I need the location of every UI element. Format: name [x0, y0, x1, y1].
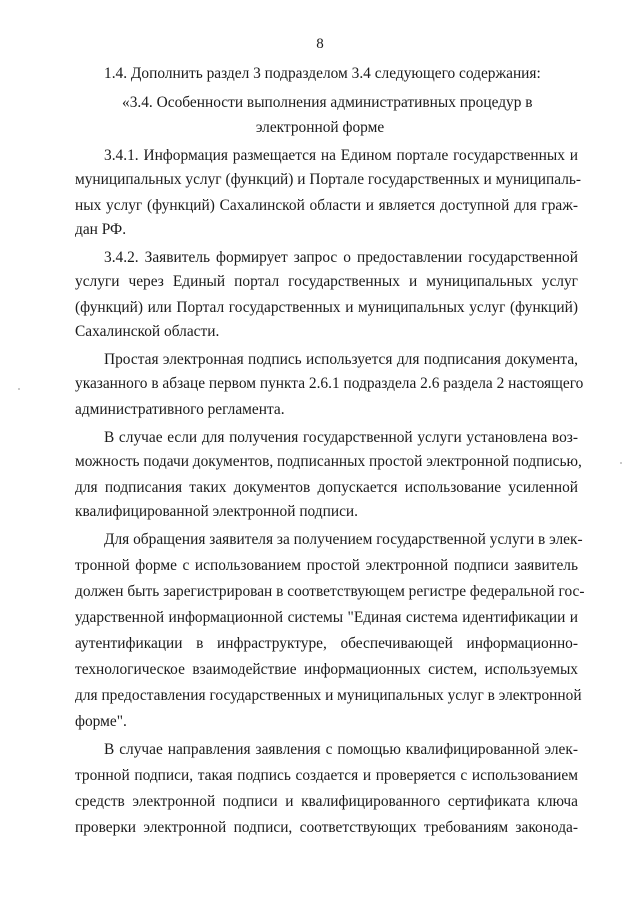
text-line: квалифицированной электронной подписи. — [75, 503, 359, 520]
text-line: форме". — [75, 713, 127, 730]
text-line: Для обращения заявителя за получением государственной услуги в элек- — [104, 531, 583, 548]
scan-speck — [18, 388, 20, 390]
text-line: услуги через Единый портал государственных и муниципальных услуг — [75, 273, 578, 290]
heading-line: «3.4. Особенности выполнения административных процедур в — [122, 94, 533, 111]
text-line: аутентификации в инфраструктуре, обеспечивающей информационно- — [75, 635, 578, 652]
text-line: проверки электронной подписи, соответствующих требованиям законода- — [75, 819, 578, 836]
text-line: 3.4.2. Заявитель формирует запрос о предоставлении государственной — [104, 249, 578, 266]
text-line: муниципальных услуг (функций) и Портале государственных и муниципаль- — [75, 171, 582, 188]
text-line: можность подачи документов, подписанных простой электронной подписью, — [75, 453, 582, 470]
text-line: тронной подписи, такая подпись создается и проверяется с использованием — [75, 767, 578, 784]
text-line: для подписания таких документов допускается использование усиленной — [75, 479, 578, 496]
text-line: административного регламента. — [75, 401, 285, 418]
text-line: 3.4.1. Информация размещается на Едином портале государственных и — [104, 147, 578, 164]
text-line: средств электронной подписи и квалифицированного сертификата ключа — [75, 793, 578, 810]
text-line: технологическое взаимодействие информационных систем, используемых — [75, 661, 578, 678]
text-line: Простая электронная подпись используется для подписания документа, — [104, 351, 578, 368]
text-line: должен быть зарегистрирован в соответствующем регистре федеральной гос- — [75, 583, 585, 600]
text-line: В случае направления заявления с помощью квалифицированной элек- — [104, 741, 578, 758]
scan-speck — [620, 462, 622, 464]
text-line: для предоставления государственных и муниципальных услуг в электронной — [75, 687, 582, 704]
page-number: 8 — [316, 36, 324, 52]
text-line: 1.4. Дополнить раздел 3 подразделом 3.4 следующего содержания: — [104, 65, 541, 82]
heading-line: электронной форме — [255, 119, 385, 136]
text-line: (функций) или Портал государственных и муниципальных услуг (функций) — [75, 299, 578, 316]
text-line: дан РФ. — [75, 221, 127, 238]
text-line: тронной форме с использованием простой электронной подписи заявитель — [75, 557, 578, 574]
text-line: ударственной информационной системы "Единая система идентификации и — [75, 609, 578, 626]
text-line: В случае если для получения государственной услуги установлена воз- — [104, 429, 578, 446]
text-line: указанного в абзаце первом пункта 2.6.1 подраздела 2.6 раздела 2 настоящего — [75, 375, 584, 392]
text-line: ных услуг (функций) Сахалинской области и является доступной для граж- — [75, 197, 578, 214]
text-line: Сахалинской области. — [75, 323, 220, 340]
